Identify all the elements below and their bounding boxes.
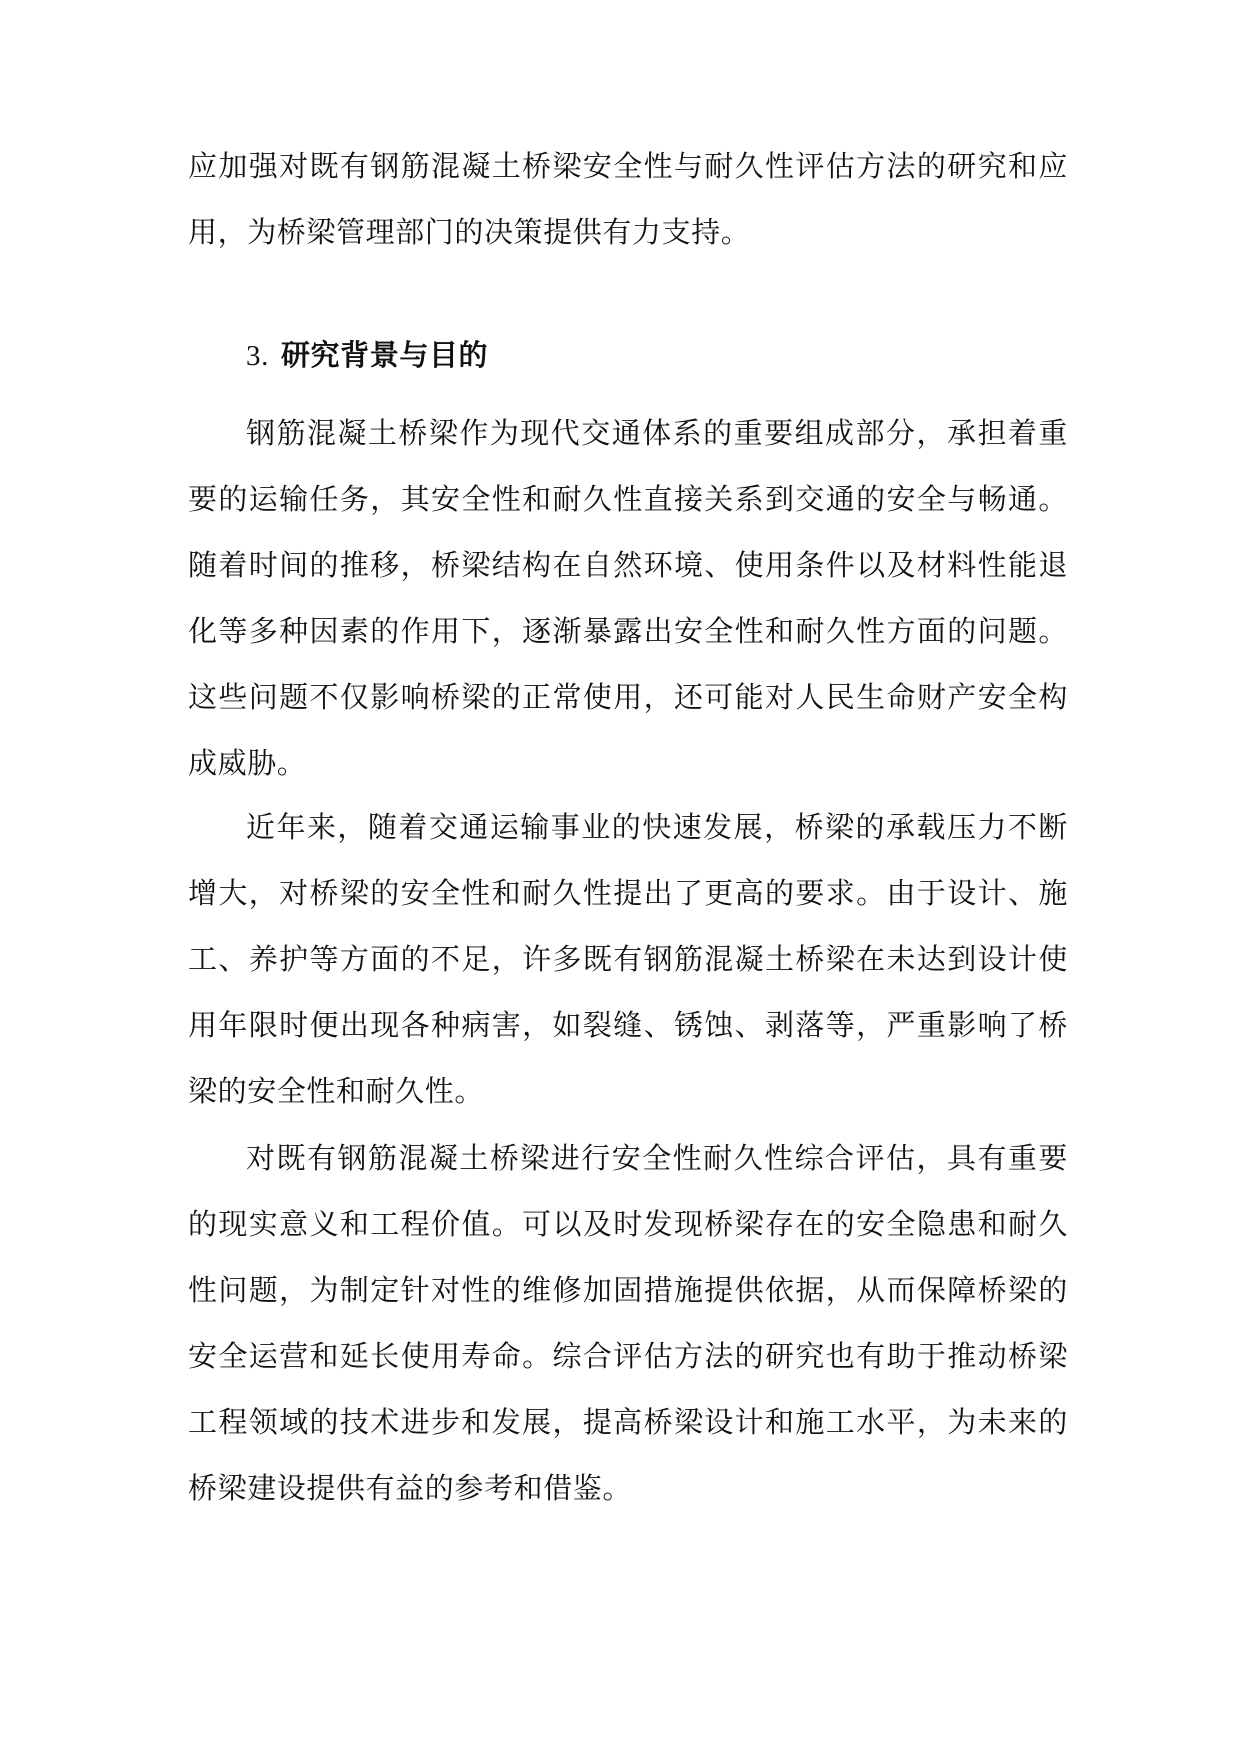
section-title: 研究背景与目的	[280, 338, 489, 372]
body-paragraph-1: 钢筋混凝土桥梁作为现代交通体系的重要组成部分，承担着重要的运输任务，其安全性和耐久性直接关系到交通的安全与畅通。随着时间的推移，桥梁结构在自然环境、使用条件以及材料性能退化等多种因素的作用下，逐渐暴露出安全性和耐久性方面的问题。这些问题不仅影响桥梁的正常使用，还可能对人民生命财产安全构成威胁。	[188, 416, 1068, 780]
body-paragraph-2: 近年来，随着交通运输事业的快速发展，桥梁的承载压力不断增大，对桥梁的安全性和耐久性提出了更高的要求。由于设计、施工、养护等方面的不足，许多既有钢筋混凝土桥梁在未达到设计使用年限时便出现各种病害，如裂缝、锈蚀、剥落等，严重影响了桥梁的安全性和耐久性。	[188, 810, 1068, 1108]
continuation-paragraph: 应加强对既有钢筋混凝土桥梁安全性与耐久性评估方法的研究和应用，为桥梁管理部门的决策提供有力支持。	[188, 149, 1068, 249]
section-heading	[246, 322, 488, 389]
section-number: 3.	[246, 340, 269, 372]
body-paragraph-3: 对既有钢筋混凝土桥梁进行安全性耐久性综合评估，具有重要的现实意义和工程价值。可以及时发现桥梁存在的安全隐患和耐久性问题，为制定针对性的维修加固措施提供依据，从而保障桥梁的安全运营和延长使用寿命。综合评估方法的研究也有助于推动桥梁工程领域的技术进步和发展，提高桥梁设计和施工水平，为未来的桥梁建设提供有益的参考和借鉴。	[188, 1141, 1068, 1505]
